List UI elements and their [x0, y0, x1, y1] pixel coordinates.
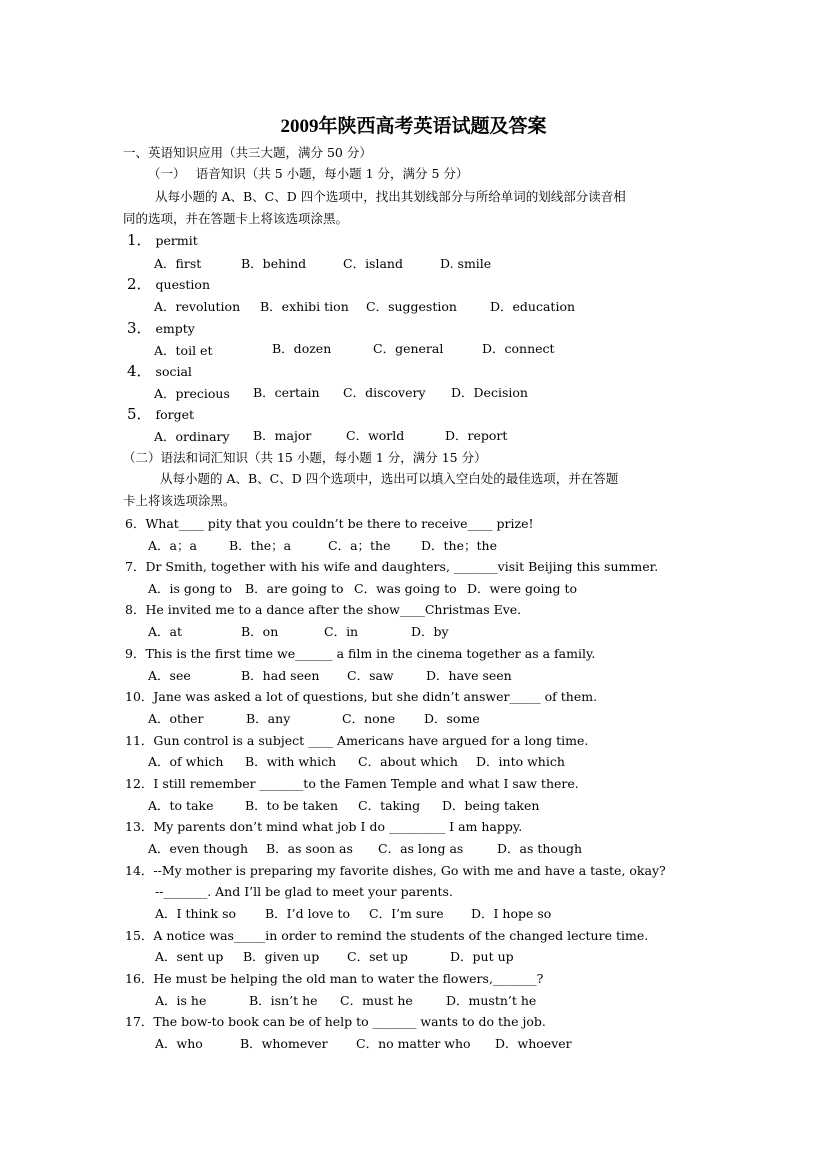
question-14-line2: --_______. And I’ll be glad to meet your parents. — [155, 884, 453, 899]
q1-option-b: B．behind — [241, 256, 307, 271]
question-4: 4． social — [127, 362, 192, 380]
q10-option-c: C．none — [342, 711, 396, 726]
q16-option-c: C．must he — [340, 993, 413, 1008]
q16-option-b: B．isn’t he — [249, 993, 318, 1008]
q11-option-b: B．with which — [245, 754, 337, 769]
q13-option-c: C．as long as — [378, 841, 464, 856]
question-11: 11．Gun control is a subject ____ Americans have argued for a long time. — [125, 733, 589, 748]
q12-option-c: C．taking — [358, 798, 421, 813]
q9-option-b: B．had seen — [241, 668, 320, 683]
question-13: 13．My parents don’t mind what job I do _________ I am happy. — [125, 819, 523, 834]
q15-option-c: C．set up — [347, 949, 408, 964]
q10-option-a: A．other — [148, 711, 204, 726]
section1-instruction-line1: 从每小题的 A、B、C、D 四个选项中，找出其划线部分与所给单词的划线部分读音相 — [155, 189, 626, 204]
question-3: 3． empty — [127, 319, 195, 337]
q13-option-d: D．as though — [497, 841, 583, 856]
q7-option-b: B．are going to — [245, 581, 344, 596]
q3-option-a: A．toil et — [154, 343, 213, 358]
part1-heading: 一、英语知识应用（共三大题，满分 50 分） — [123, 145, 372, 160]
question-6: 6．What____ pity that you couldn’t be there to receive____ prize! — [125, 516, 534, 531]
q15-option-a: A．sent up — [155, 949, 224, 964]
section1-instruction-line2: 同的选项，并在答题卡上将该选项涂黑。 — [123, 211, 349, 226]
q14-option-d: D．I hope so — [471, 906, 552, 921]
q7-option-c: C．was going to — [354, 581, 457, 596]
q14-option-c: C．I’m sure — [369, 906, 444, 921]
q10-option-b: B．any — [246, 711, 291, 726]
section1-heading: （一） 语音知识（共 5 小题，每小题 1 分，满分 5 分） — [148, 166, 469, 181]
question-17: 17．The bow-to book can be of help to _______ wants to do the job. — [125, 1014, 546, 1029]
q6-option-b: B．the；a — [229, 538, 292, 553]
q17-option-b: B．whomever — [240, 1036, 328, 1051]
q8-option-b: B．on — [241, 624, 279, 639]
question-15: 15．A notice was_____in order to remind the students of the changed lecture time. — [125, 928, 649, 943]
question-8: 8．He invited me to a dance after the show____Christmas Eve. — [125, 602, 522, 617]
q7-option-a: A．is gong to — [148, 581, 233, 596]
q8-option-d: D．by — [411, 624, 449, 639]
question-12: 12．I still remember _______to the Famen Temple and what I saw there. — [125, 776, 579, 791]
q9-option-d: D．have seen — [426, 668, 512, 683]
section2-instruction-line1: 从每小题的 A、B、C、D 四个选项中，选出可以填入空白处的最佳选项，并在答题 — [160, 471, 619, 486]
q4-option-c: C．discovery — [343, 385, 426, 400]
q15-option-d: D．put up — [450, 949, 514, 964]
q17-option-a: A．who — [155, 1036, 203, 1051]
q2-option-c: C．suggestion — [366, 299, 457, 314]
q3-option-c: C．general — [373, 341, 444, 356]
question-14: 14．--My mother is preparing my favorite dishes, Go with me and have a taste, okay? — [125, 863, 666, 878]
section2-instruction-line2: 卡上将该选项涂黑。 — [123, 493, 236, 508]
q12-option-b: B．to be taken — [245, 798, 339, 813]
q6-option-d: D．the；the — [421, 538, 497, 553]
question-5: 5． forget — [127, 405, 195, 423]
q9-option-c: C．saw — [347, 668, 394, 683]
q7-option-d: D．were going to — [467, 581, 578, 596]
q4-option-a: A．precious — [154, 386, 230, 401]
q13-option-a: A．even though — [148, 841, 249, 856]
q6-option-c: C．a；the — [328, 538, 391, 553]
page-title: 2009年陕西高考英语试题及答案 — [280, 116, 547, 137]
q14-option-a: A．I think so — [155, 906, 237, 921]
q3-option-b: B．dozen — [272, 341, 332, 356]
q8-option-a: A．at — [148, 624, 183, 639]
q8-option-c: C．in — [324, 624, 359, 639]
q5-option-c: C．world — [346, 428, 405, 443]
q1-option-d: D. smile — [440, 256, 492, 271]
question-1: 1． permit — [127, 231, 198, 249]
question-9: 9．This is the first time we______ a film in the cinema together as a family. — [125, 646, 596, 661]
q13-option-b: B．as soon as — [266, 841, 353, 856]
q5-option-d: D．report — [445, 428, 508, 443]
q15-option-b: B．given up — [243, 949, 320, 964]
q11-option-d: D．into which — [476, 754, 565, 769]
q5-option-b: B．major — [253, 428, 312, 443]
q5-option-a: A．ordinary — [154, 429, 230, 444]
question-2: 2． question — [127, 275, 210, 293]
q4-option-d: D．Decision — [451, 385, 528, 400]
q12-option-a: A．to take — [148, 798, 214, 813]
q11-option-c: C．about which — [358, 754, 458, 769]
q1-option-a: A．first — [154, 256, 202, 271]
q10-option-d: D．some — [424, 711, 480, 726]
question-7: 7．Dr Smith, together with his wife and daughters, _______visit Beijing this summer. — [125, 559, 659, 574]
q1-option-c: C．island — [343, 256, 403, 271]
q17-option-c: C．no matter who — [356, 1036, 471, 1051]
q2-option-d: D．education — [490, 299, 576, 314]
q2-option-b: B．exhibi tion — [260, 299, 349, 314]
section2-heading: （二）语法和词汇知识（共 15 小题，每小题 1 分，满分 15 分） — [123, 450, 487, 465]
q2-option-a: A．revolution — [154, 299, 241, 314]
question-16: 16．He must be helping the old man to water the flowers,_______? — [125, 971, 544, 986]
q17-option-d: D．whoever — [495, 1036, 572, 1051]
q12-option-d: D．being taken — [442, 798, 540, 813]
q4-option-b: B．certain — [253, 385, 320, 400]
q9-option-a: A．see — [148, 668, 191, 683]
q6-option-a: A．a；a — [148, 538, 197, 553]
q16-option-d: D．mustn’t he — [446, 993, 537, 1008]
q16-option-a: A．is he — [155, 993, 207, 1008]
q11-option-a: A．of which — [148, 754, 224, 769]
q14-option-b: B．I’d love to — [265, 906, 351, 921]
question-10: 10．Jane was asked a lot of questions, but she didn’t answer_____ of them. — [125, 689, 598, 704]
q3-option-d: D．connect — [482, 341, 555, 356]
